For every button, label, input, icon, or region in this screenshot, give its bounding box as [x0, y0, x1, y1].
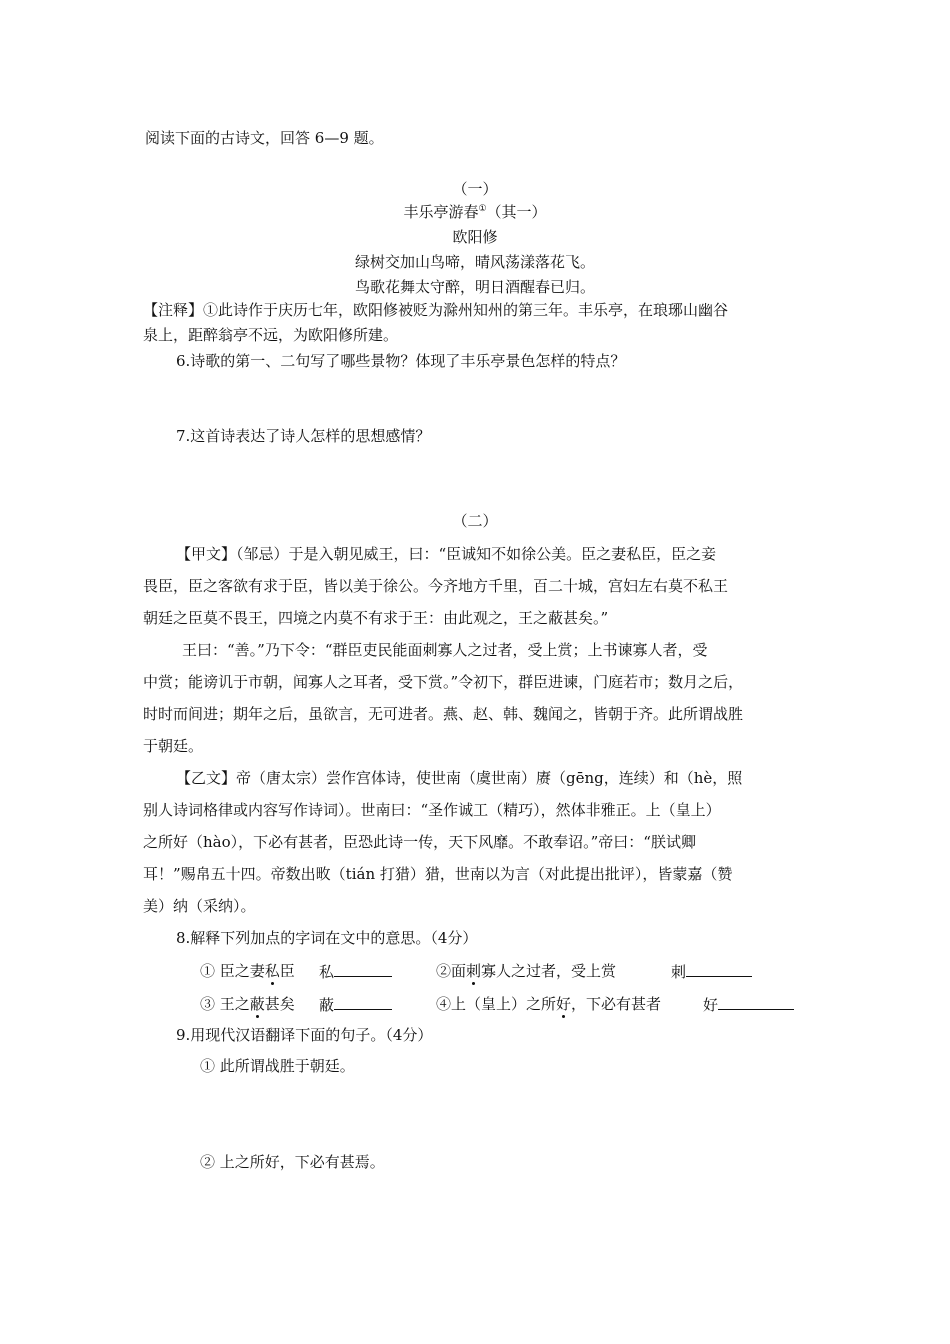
jia-text-line: 朝廷之臣莫不畏王，四境之内莫不有求于王：由此观之，王之蔽甚矣。” [143, 609, 609, 627]
poem-verse-2: 鸟歌花舞太守醉，明日酒醒春已归。 [354, 278, 595, 296]
question-7: 7.这首诗表达了诗人怎样的思想感情？ [176, 427, 431, 445]
question-9-sentence-2: ② 上之所好，下必有甚焉。 [200, 1153, 385, 1171]
yi-text-line: 之所好（hào），下必有甚者，臣恐此诗一传，天下风靡。不敢奉诏。”帝曰：“朕试卿 [143, 833, 696, 851]
intro-text: 阅读下面的古诗文，回答 6—9 题。 [145, 129, 384, 147]
q8-item-3-answer: 蔽 [319, 993, 392, 1016]
poem-title-text: 丰乐亭游春 [403, 203, 479, 221]
jia-text-line: 于朝廷。 [143, 737, 204, 755]
jia-text-line: 【甲文】（邹忌）于是入朝见威王，曰：“臣诚知不如徐公美。臣之妻私臣，臣之妾 [176, 545, 717, 563]
answer-blank[interactable] [686, 960, 752, 977]
yi-text-line: 耳！”赐帛五十四。帝数出畋（tián 打猎）猎，世南以为言（对此提出批评），皆蒙嘉（赞 [143, 865, 733, 883]
footnote-marker: ① [478, 204, 487, 214]
poem-author: 欧阳修 [452, 228, 498, 246]
q8-item-1: ① 臣之妻私臣 [200, 962, 295, 980]
yi-text-line: 【乙文】帝（唐太宗）尝作宫体诗，使世南（虞世南）赓（gēng，连续）和（hè，照 [176, 769, 743, 787]
dotted-char: 好 [556, 995, 572, 1013]
q8-item-1-answer: 私 [319, 960, 392, 983]
dotted-char: 刺 [466, 962, 482, 980]
q8-item-4: ④上（皇上）之所好，下必有甚者 [436, 995, 662, 1013]
q8-item-2-answer: 刺 [671, 960, 752, 983]
section-label-1: （一） [452, 180, 498, 198]
jia-text-line: 中赏；能谤讥于市朝，闻寡人之耳者，受下赏。”令初下，群臣进谏，门庭若市；数月之后， [143, 673, 744, 691]
yi-text-line: 别人诗词格律或内容写作诗词）。世南曰：“圣作诚工（精巧），然体非雅正。上（皇上） [143, 801, 721, 819]
q8-item-2: ②面刺寡人之过者，受上赏 [436, 962, 617, 980]
q8-item-3: ③ 王之蔽甚矣 [200, 995, 295, 1013]
poem-note-line-1: 【注释】①此诗作于庆历七年，欧阳修被贬为滁州知州的第三年。丰乐亭，在琅琊山幽谷 [143, 301, 729, 319]
jia-text-line: 王曰：“善。”乃下令：“群臣吏民能面刺寡人之过者，受上赏；上书谏寡人者，受 [182, 641, 708, 659]
question-9-sentence-1: ① 此所谓战胜于朝廷。 [200, 1057, 355, 1075]
jia-text-line: 畏臣，臣之客欲有求于臣，皆以美于徐公。今齐地方千里，百二十城，宫妇左右莫不私王 [143, 577, 729, 595]
yi-text-line: 美）纳（采纳）。 [143, 897, 256, 915]
dotted-char: 私 [264, 962, 280, 980]
answer-blank[interactable] [334, 993, 392, 1010]
question-8: 8.解释下列加点的字词在文中的意思。（4分） [176, 929, 478, 947]
jia-text-line: 时时而间进；期年之后，虽欲言，无可进者。燕、赵、韩、魏闻之，皆朝于齐。此所谓战胜 [143, 705, 744, 723]
dotted-char: 蔽 [249, 995, 265, 1013]
poem-note-line-2: 泉上，距醉翁亭不远，为欧阳修所建。 [143, 326, 399, 344]
poem-title [0, 201, 950, 223]
answer-blank[interactable] [718, 993, 794, 1010]
answer-blank[interactable] [334, 960, 392, 977]
question-6: 6.诗歌的第一、二句写了哪些景物？体现了丰乐亭景色怎样的特点？ [176, 352, 626, 370]
poem-verse-1: 绿树交加山鸟啼，晴风荡漾落花飞。 [354, 253, 595, 271]
section-label-2: （二） [452, 512, 498, 530]
q8-item-4-answer: 好 [703, 993, 794, 1016]
question-9: 9.用现代汉语翻译下面的句子。（4分） [176, 1026, 433, 1044]
poem-title-suffix: （其一） [486, 203, 547, 221]
